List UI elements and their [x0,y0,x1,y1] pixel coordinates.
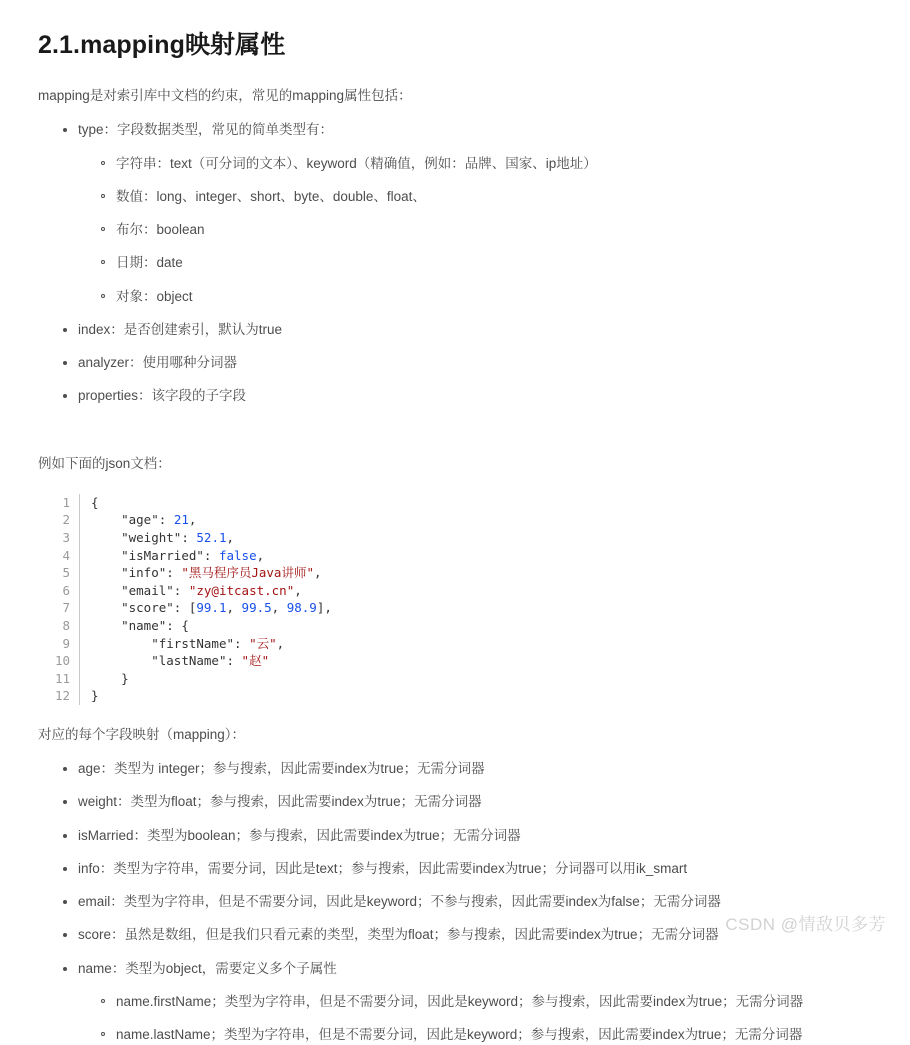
list-item-label: score：虽然是数组，但是我们只看元素的类型，类型为float；参与搜索，因此需要index为true；无需分词器 [78,927,719,943]
list-item [38,120,880,307]
code-line-number: 7 [62,600,70,616]
code-line-number: 5 [62,565,70,581]
code-token-punct: : [234,635,250,651]
sub-list-item: 对象：object [78,287,880,307]
list-item [38,759,880,779]
code-line-number: 3 [62,529,70,545]
code-token-str: "黑马程序员Java讲师" [181,565,314,581]
list-item [38,792,880,812]
code-line [91,617,880,635]
list-item-label: info：类型为字符串，需要分词，因此是text；参与搜索，因此需要index为true；分词器可以用ik_smart [78,860,688,876]
list-item-label: properties：该字段的子字段 [78,388,247,404]
list-item [38,959,880,1045]
mapping-caption: 对应的每个字段映射（mapping）： [38,726,246,742]
code-line [91,670,880,688]
code-content [80,494,880,705]
list-item-label: isMarried：类型为boolean；参与搜索，因此需要index为true；无需分词器 [78,827,521,843]
code-token-punct: : [158,512,174,528]
code-line-numbers [38,494,80,705]
json-code-block [38,488,880,711]
intro-paragraph: mapping是对索引库中文档的约束，常见的mapping属性包括： [38,88,412,103]
code-line-number: 6 [62,582,70,598]
code-token-punct [91,653,151,668]
code-token-punct [91,618,121,633]
list-item-label: email：类型为字符串，但是不需要分词，因此是keyword；不参与搜索，因此需要index为false；无需分词器 [78,894,721,910]
list-item-label: index：是否创建索引，默认为true [78,321,283,337]
sub-list-item: 日期：date [78,253,880,273]
list-item [38,320,880,340]
list-item [38,386,880,406]
code-line-number: 12 [54,688,70,704]
code-token-punct: { [91,494,99,510]
code-line-number: 8 [62,617,70,633]
code-line [91,547,880,565]
list-item [38,353,880,373]
code-token-num: 52.1 [196,529,227,545]
list-item-label: age：类型为 integer；参与搜索，因此需要index为true；无需分词器 [78,761,485,777]
code-token-num: 99.5 [241,600,272,616]
list-item-label: analyzer：使用哪种分词器 [78,355,238,370]
code-line-number: 4 [62,547,70,563]
field-mappings-list [38,759,880,1045]
code-token-key: "lastName" [151,653,227,669]
code-token-key: "weight" [121,529,182,545]
code-line [91,529,880,547]
code-token-punct: : [173,582,189,598]
code-token-punct: , [294,582,302,598]
code-line-number: 1 [62,494,70,510]
code-token-punct: ], [316,600,332,616]
code-line [91,582,880,600]
code-token-key: "score" [121,600,174,616]
code-token-punct: , [188,512,197,528]
code-line [91,635,880,653]
code-token-key: "firstName" [151,635,235,651]
code-line-number: 11 [54,670,70,686]
code-token-str: "zy@itcast.cn" [188,582,295,598]
code-token-punct: , [256,547,265,563]
code-token-punct: : [203,547,219,563]
sub-list-item: name.lastName；类型为字符串，但是不需要分词，因此是keyword；参与搜索，因此需要index为true；无需分词器 [78,1025,880,1045]
csdn-watermark: CSDN @情敌贝多芳 [725,915,886,934]
code-token-bool: false [218,547,257,563]
json-example-caption: 例如下面的json文档： [38,455,171,471]
code-token-punct: : [226,653,242,669]
code-token-punct: , [226,600,242,616]
section-spacer [38,420,880,454]
code-line [91,652,880,670]
code-token-punct: : [181,529,197,545]
code-line-number: 10 [54,653,70,669]
code-token-str: "赵" [241,653,270,669]
code-token-key: "age" [121,512,159,528]
list-item-label: weight：类型为float；参与搜索，因此需要index为true；无需分词器 [78,794,482,810]
code-token-punct: } [91,688,99,704]
code-token-key: "email" [121,582,174,598]
code-token-punct [91,530,121,545]
sub-list-item: 布尔：boolean [78,220,880,240]
code-line [91,687,880,705]
list-item [38,859,880,879]
sub-list-item: 数值：long、integer、short、byte、double、float、 [78,187,880,207]
code-token-punct: : [ [173,600,197,616]
code-token-num: 21 [173,512,189,528]
code-line-number: 9 [62,635,70,651]
code-line [91,494,880,512]
code-token-punct: : [166,565,182,581]
code-token-punct: , [313,565,322,581]
code-token-punct [91,512,121,527]
code-token-str: "云" [249,635,277,651]
code-token-punct: : { [166,617,189,633]
code-line [91,599,880,617]
code-token-punct: , [226,529,235,545]
sub-list [78,992,880,1045]
list-item-label: type：字段数据类型，常见的简单类型有： [78,122,334,138]
code-token-punct [91,636,151,651]
code-line [91,511,880,529]
code-token-num: 98.9 [286,600,317,616]
code-token-punct: , [271,600,287,616]
code-token-key: "name" [121,617,167,633]
code-token-punct [91,600,121,615]
code-line [91,564,880,582]
code-line-number: 2 [62,512,70,528]
sub-list-item: name.firstName；类型为字符串，但是不需要分词，因此是keyword；参与搜索，因此需要index为true；无需分词器 [78,992,880,1012]
code-token-punct [91,548,121,563]
code-token-punct: , [276,635,285,651]
code-token-num: 99.1 [196,600,227,616]
sub-list-item: 字符串：text（可分词的文本）、keyword（精确值，例如：品牌、国家、ip地址） [78,154,880,174]
code-token-punct [91,565,121,580]
list-item-label: name：类型为object，需要定义多个子属性 [78,960,337,976]
page-title: 2.1.mapping映射属性 [38,31,286,59]
code-token-key: "info" [121,565,167,581]
code-token-punct [91,583,121,598]
code-token-punct: } [91,670,129,686]
sub-list [78,154,880,307]
list-item [38,826,880,846]
mapping-attributes-list [38,120,880,406]
code-token-key: "isMarried" [121,547,204,563]
